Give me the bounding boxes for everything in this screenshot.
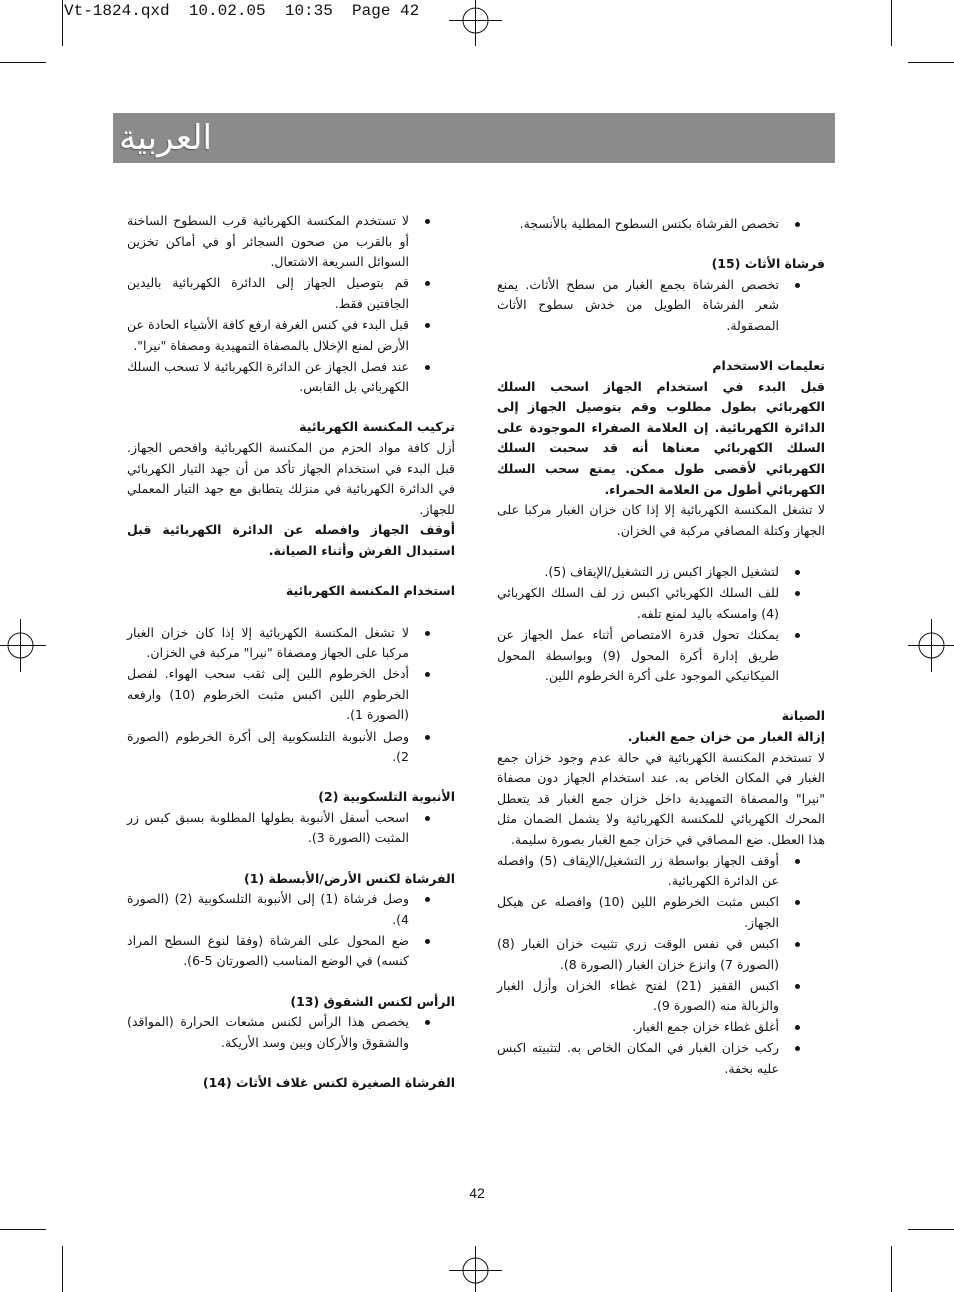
bullet-icon — [425, 672, 430, 677]
bullet-icon — [425, 281, 430, 286]
bullet-icon — [425, 939, 430, 944]
list-item-text: أدخل الخرطوم اللين إلى ثقب سحب الهواء. لفصل الخرطوم اللين اكبس مثبت الخرطوم (10) وارفعه (الصورة 1). — [127, 666, 409, 723]
registration-target-left — [0, 619, 46, 672]
crop-mark-bottom-left — [0, 1230, 63, 1292]
list-item — [497, 851, 825, 892]
list-item-text: اكبس القفيز (21) لفتح غطاء الخزان وأزل الغبار والزبالة منه (الصورة 9). — [497, 977, 779, 1014]
operation-warning: قبل البدء في استخدام الجهاز اسحب السلك الكهربائي بطول مطلوب وقم بتوصيل الجهاز إلى الدائرة الكهربائية. إن العلامة الصفراء الموجودة على السلك الكهربائي معناها أنه قد سحبت السلك الكهربائي لأقصى طول ممكن. يمنع سحب السلك الكهربائي أطول من العلامة الحمراء. — [497, 378, 825, 497]
list-item-text: يخصص هذا الرأس لكنس مشعات الحرارة (المواقد) والشقوق والأركان وبين وسد الأريكة. — [127, 1014, 409, 1050]
list-item-text: وصل الأنبوبة التلسكوبية إلى أكرة الخرطوم (الصورة 2). — [127, 728, 409, 765]
list-item — [127, 315, 455, 356]
bullet-icon — [795, 900, 800, 905]
bullet-icon — [425, 365, 430, 370]
list-item-text: تخصص الفرشاة بجمع الغبار من سطح الأثاث. يمنع شعر الفرشاة الطويل من خدش سطوح الأثاث المصقولة. — [497, 276, 779, 333]
bullet-icon — [425, 219, 430, 224]
list-item — [497, 625, 825, 687]
list-item-text: يمكنك تحول قدرة الامتصاص أثناء عمل الجهاز عن طريق إدارة أكرة المحول (9) وبواسطة المحول الميكانيكي الموجود على أكرة الخرطوم اللين. — [497, 627, 779, 684]
list-item — [127, 1012, 455, 1053]
bullet-icon — [795, 1025, 800, 1030]
bullet-icon — [795, 633, 800, 638]
list-item — [127, 357, 455, 398]
list-item — [497, 583, 825, 624]
list-item-text: اكبس مثبت الخرطوم اللين (10) وافصله عن هيكل الجهاز. — [497, 894, 779, 930]
list-item-text: أغلق غطاء خزان جمع الغبار. — [632, 1019, 779, 1035]
list-item — [127, 623, 455, 664]
section-heading-crevice-nozzle: الرأس لكنس الشقوق (13) — [290, 993, 455, 1009]
registration-target-top — [449, 0, 502, 46]
list-item — [497, 562, 825, 583]
list-item-text: اكبس في نفس الوقت زري تثبيت خزان الغبار (8) (الصورة 7) وانزع خزان الغبار (الصورة 8). — [497, 935, 779, 972]
bullet-icon — [795, 570, 800, 575]
list-item — [497, 1038, 825, 1079]
list-item — [127, 273, 455, 314]
assembly-text: أزل كافة مواد الحزم من المكنسة الكهربائية وافحص الجهاز. قبل البدء في استخدام الجهاز تأكد من أن جهد التيار الكهربائي في الدائرة الكهربائية في منزلك يتطابق مع جهد التيار المعملي للجهاز. — [127, 439, 455, 517]
bullet-icon — [795, 984, 800, 989]
bullet-icon — [795, 283, 800, 288]
list-item-text: لا تشغل المكنسة الكهربائية إلا إذا كان خزان الغبار مركبا على الجهاز ومصفاة "نيرا" مركبة في الخزان. — [127, 624, 409, 661]
operation-note: لا تشغل المكنسة الكهربائية إلا إذا كان خزان الغبار مركبا على الجهاز وكتلة المصافي مركبة في الخزان. — [497, 502, 825, 538]
list-item — [497, 275, 825, 337]
crop-mark-top-right — [892, 0, 954, 63]
bullet-icon — [425, 735, 430, 740]
list-item-text: لا تستخدم المكنسة الكهربائية قرب السطوح الساخنة أو بالقرب من صحون السجائر أو في أماكن تخزين السوائل السريعة الاشتعال. — [127, 213, 409, 270]
list-item — [497, 934, 825, 975]
section-heading-assembly: تركيب المكنسة الكهربائية — [299, 419, 455, 435]
registration-target-bottom — [449, 1246, 502, 1292]
list-item-text: تخصص الفرشاة بكنس السطوح المطلية بالأنسجة. — [519, 216, 779, 231]
list-item-text: اسحب أسفل الأنبوبة بطولها المطلوبة بسبق كبس زر المثبت (الصورة 3). — [127, 809, 409, 846]
list-item-text: ضع المحول على الفرشاة (وفقا لنوع السطح المراد كنسه) في الوضع المناسب (الصورتان 5-6). — [127, 932, 409, 969]
bullet-icon — [795, 591, 800, 596]
bullet-icon — [425, 816, 430, 821]
maintenance-text: لا تستخدم المكنسة الكهربائية في حالة عدم وجود خزان جمع الغبار في المكان الخاص به. عند استخدام الجهاز دون مصفاة "نيرا" والمصفاة التمهيدية داخل خزان جمع الغبار قد يتعطل المحرك الكهربائي للمكنسة الكهربائية ولا يشمل الضمان مثل هذا العطل. ضع المصافي في خزان جمع الغبار بصورة سليمة. — [497, 749, 825, 847]
section-heading-telescopic-tube: الأنبوبة التلسكوبية (2) — [318, 789, 455, 805]
bullet-icon — [795, 942, 800, 947]
section-heading-furniture-brush: فرشاة الأثاث (15) — [711, 256, 825, 272]
list-item — [497, 1017, 825, 1038]
section-heading-operation: تعليمات الاستخدام — [712, 357, 825, 373]
list-item-text: عند فصل الجهاز عن الدائرة الكهربائية لا تسحب السلك الكهربائي بل القابس. — [127, 358, 409, 395]
bullet-icon — [425, 631, 430, 636]
section-heading-upholstery-brush: الفرشاة الصغيرة لكنس غلاف الأثاث (14) — [202, 1074, 455, 1090]
list-item — [127, 211, 455, 273]
list-item-text: لتشغيل الجهاز اكبس زر التشغيل/الإيقاف (5). — [544, 564, 779, 580]
list-item — [497, 892, 825, 933]
bullet-icon — [795, 222, 800, 227]
list-item-text: أوقف الجهاز بواسطة زر التشغيل/الإيقاف (5) وافصله عن الدائرة الكهربائية. — [497, 852, 779, 889]
list-item-text: وصل فرشاة (1) إلى الأنبوبة التلسكوبية (2) (الصورة 4). — [127, 891, 409, 927]
bullet-icon — [795, 859, 800, 864]
section-heading-maintenance: الصيانة — [781, 708, 825, 724]
right-column — [497, 214, 825, 1080]
list-item-text: قم بتوصيل الجهاز إلى الدائرة الكهربائية باليدين الجافتين فقط. — [127, 275, 409, 311]
bullet-icon — [425, 323, 430, 328]
section-heading-usage: استخدام المكنسة الكهربائية — [285, 583, 455, 598]
registration-target-right — [908, 619, 954, 672]
assembly-warning: أوقف الجهاز وافصله عن الدائرة الكهربائية قبل استبدال الفرش وأثناء الصيانة. — [127, 522, 455, 558]
section-heading-floor-brush: الفرشاة لكنس الأرض/الأبسطة (1) — [244, 870, 455, 886]
subheading-dust-removal: إزالة الغبار من خزان جمع الغبار. — [627, 728, 825, 744]
crop-mark-bottom-right — [892, 1230, 954, 1292]
list-item — [497, 214, 825, 235]
language-header-band — [113, 113, 835, 163]
list-item-text: للف السلك الكهربائي اكبس زر لف السلك الكهربائي (4) وامسكه باليد لمنع تلفه. — [497, 585, 779, 621]
left-column — [127, 211, 455, 1093]
list-item-text: ركب خزان الغبار في المكان الخاص به. لتثبيته اكبس عليه بخفة. — [497, 1040, 779, 1076]
list-item — [127, 808, 455, 849]
print-slug: Vt-1824.qxd 10.02.05 10:35 Page 42 — [64, 2, 420, 20]
bullet-icon — [795, 1046, 800, 1051]
list-item — [497, 976, 825, 1017]
language-title: العربية — [119, 118, 212, 158]
list-item — [127, 664, 455, 726]
bullet-icon — [425, 897, 430, 902]
list-item — [127, 727, 455, 768]
list-item — [127, 889, 455, 930]
list-item — [127, 931, 455, 972]
bullet-icon — [425, 1020, 430, 1025]
crop-mark-top-left — [0, 0, 63, 63]
page-number: 42 — [469, 1185, 485, 1201]
list-item-text: قبل البدء في كنس الغرفة ارفع كافة الأشياء الحادة عن الأرض لمنع الإخلال بالمصفاة التمهيدية ومصفاة "نيرا". — [127, 316, 409, 353]
